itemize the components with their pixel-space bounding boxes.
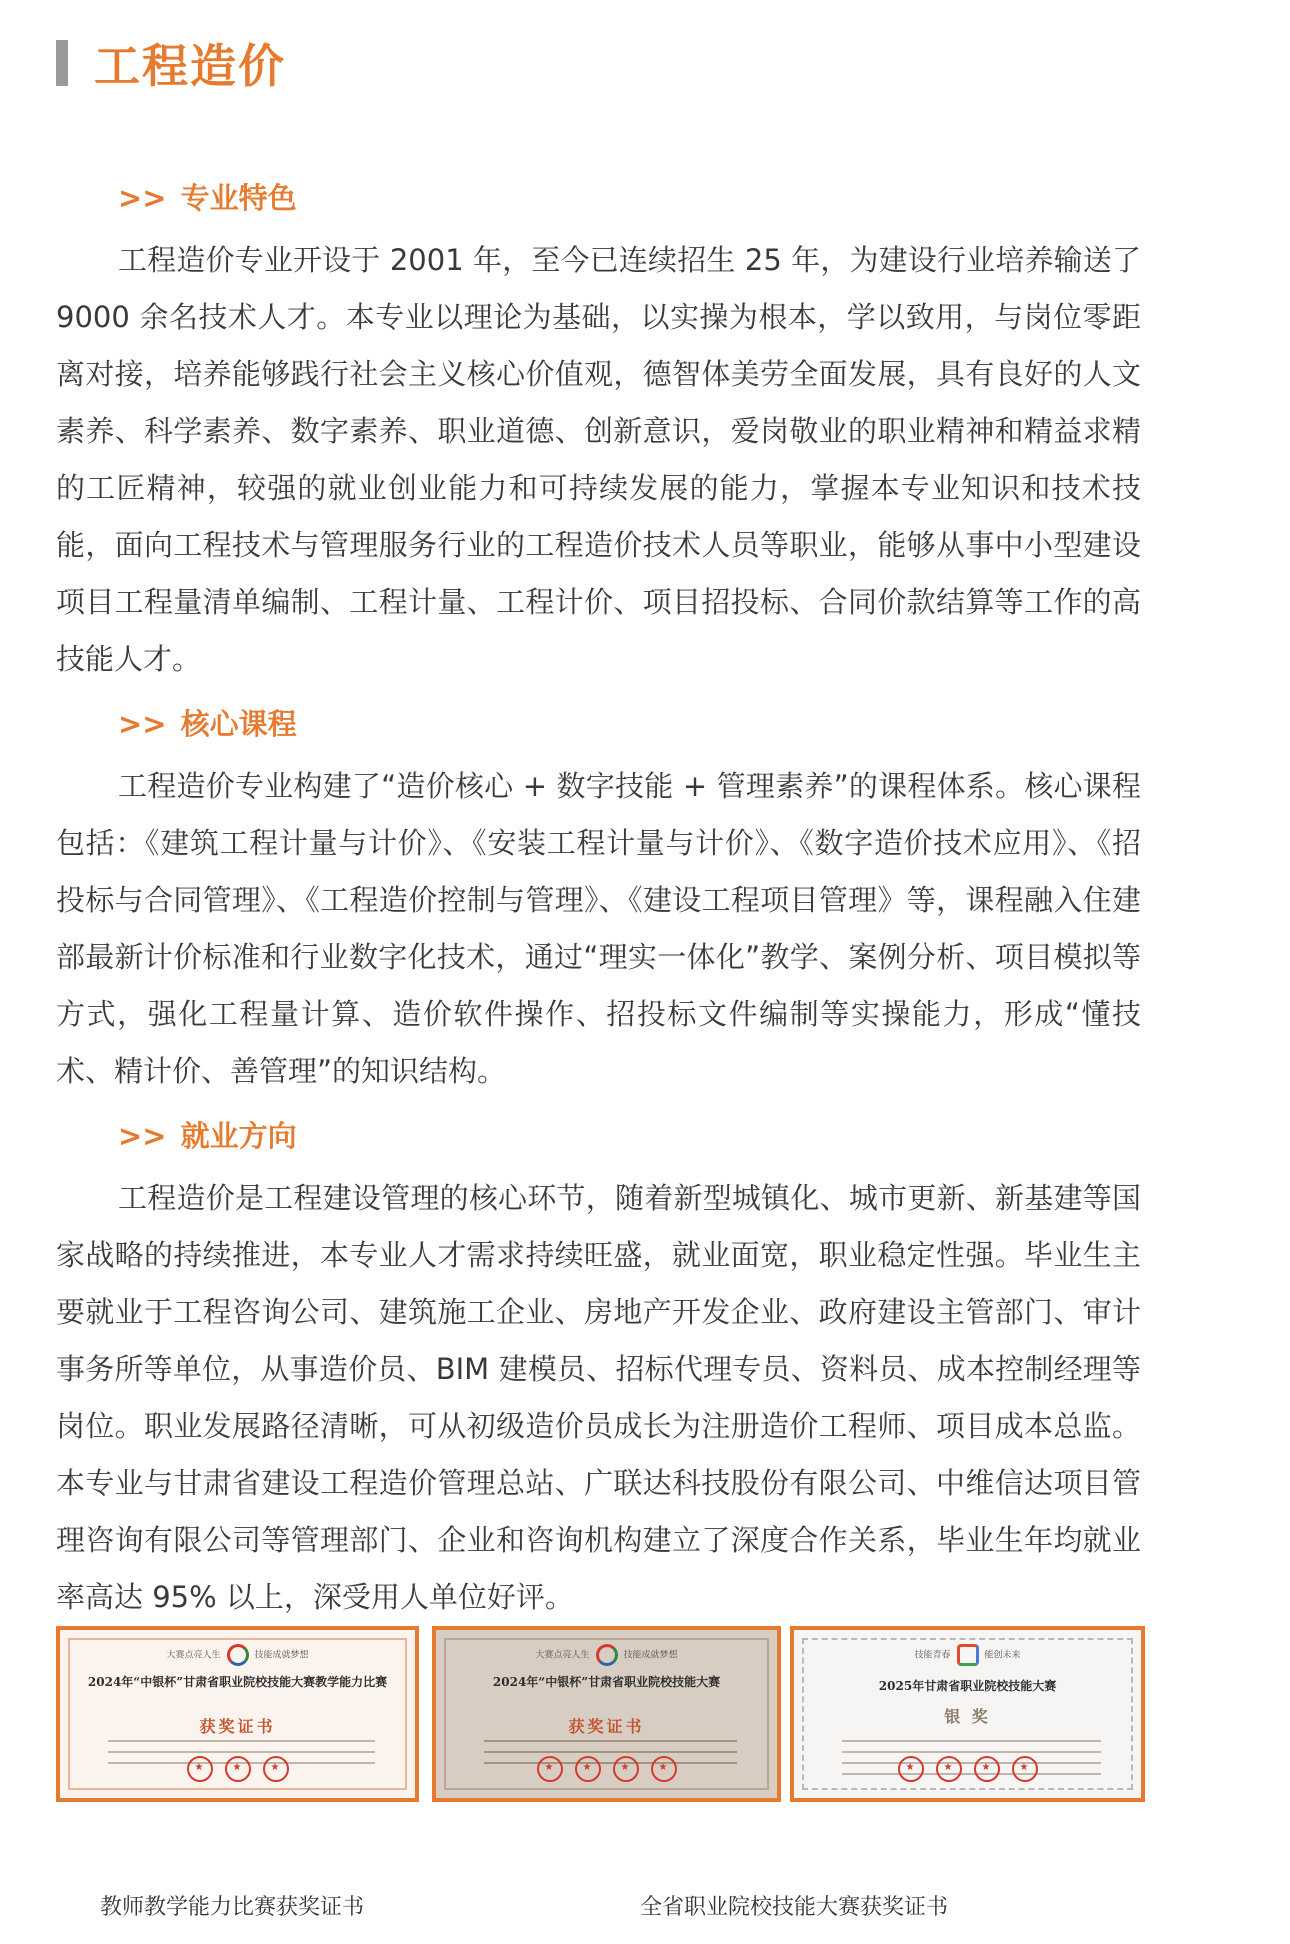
certificate-slogan [60, 1644, 415, 1666]
seal-icon [575, 1756, 601, 1782]
seal-icon [936, 1756, 962, 1782]
section-heading [118, 176, 1141, 220]
section-paragraph: 工程造价是工程建设管理的核心环节，随着新型城镇化、城市更新、新基建等国家战略的持续推进，本专业人才需求持续旺盛，就业面宽，职业稳定性强。毕业生主要就业于工程咨询公司、建筑施工企业、房地产开发企业、政府建设主管部门、审计事务所等单位，从事造价员、BIM 建模员、招标代理专员、资料员、成本控制经理等岗位。职业发展路径清晰，可从初级造价员成长为注册造价工程师、项目成本总监。本专业与甘肃省建设工程造价管理总站、广联达科技股份有限公司、中维信达项目管理咨询有限公司等管理部门、企业和咨询机构建立了深度合作关系，毕业生年均就业率高达 95% 以上，深受用人单位好评。 [56, 1181, 1141, 1614]
certificate-slogan-left: 大赛点亮人生 [166, 1650, 221, 1661]
title-accent-bar [56, 40, 68, 86]
section-heading [118, 702, 1141, 746]
certificate-award: 获奖证书 [199, 1717, 276, 1736]
certificate-award: 银 奖 [944, 1707, 991, 1726]
certificate-gallery [56, 1626, 1146, 1816]
certificate-seals [60, 1756, 415, 1786]
section-paragraph: 工程造价专业开设于 2001 年，至今已连续招生 25 年，为建设行业培养输送了 9000 余名技术人才。本专业以理论为基础，以实操为根本，学以致用，与岗位零距离对接，培养能够践行社会主义核心价值观，德智体美劳全面发展，具有良好的人文素养、科学素养、数字素养、职业道德、创新意识，爱岗敬业的职业精神和精益求精的工匠精神，较强的就业创业能力和可持续发展的能力，掌握本专业知识和技术技能，面向工程技术与管理服务行业的工程造价技术人员等职业，能够从事中小型建设项目工程量清单编制、工程计量、工程计价、项目招投标、合同价款结算等工作的高技能人才。 [56, 243, 1141, 676]
certificate-slogan-left: 大赛点亮人生 [535, 1650, 590, 1661]
section-features [56, 176, 1141, 688]
certificate-slogan [794, 1644, 1141, 1666]
caption-skills-certificate: 全省职业院校技能大赛获奖证书 [640, 1895, 949, 1920]
seal-icon [898, 1756, 924, 1782]
section-paragraph: 工程造价专业构建了“造价核心 + 数字技能 + 管理素养”的课程体系。核心课程包括：《建筑工程计量与计价》、《安装工程计量与计价》、《数字造价技术应用》、《招投标与合同管理》、《工程造价控制与管理》、《建设工程项目管理》等，课程融入住建部最新计价标准和行业数字化技术，通过“理实一体化”教学、案例分析、项目模拟等方式，强化工程量计算、造价软件操作、招投标文件编制等实操能力，形成“懂技术、精计价、善管理”的知识结构。 [56, 769, 1141, 1088]
certificate-award: 获奖证书 [568, 1717, 645, 1736]
double-arrow-icon: >> [118, 707, 167, 741]
section-heading [118, 1114, 1141, 1158]
page-title: 工程造价 [94, 39, 286, 93]
certificate-seals [794, 1756, 1141, 1786]
certificate-seals [436, 1756, 777, 1786]
double-arrow-icon: >> [118, 181, 167, 215]
certificate-slogan [436, 1644, 777, 1666]
section-employment [56, 1114, 1141, 1626]
seal-icon [225, 1756, 251, 1782]
section-heading-text: 核心课程 [180, 707, 297, 741]
section-heading-text: 专业特色 [180, 181, 297, 215]
seal-icon [651, 1756, 677, 1782]
double-arrow-icon: >> [118, 1119, 167, 1153]
certificate-image-teaching [56, 1626, 419, 1802]
certificate-competition-name: 2025年甘肃省职业院校技能大赛 [878, 1679, 1057, 1693]
seal-icon [537, 1756, 563, 1782]
section-core-courses [56, 702, 1141, 1100]
caption-teaching-certificate: 教师教学能力比赛获奖证书 [100, 1895, 365, 1920]
certificate-competition-name: 2024年“中银杯”甘肃省职业院校技能大赛教学能力比赛 [87, 1675, 388, 1689]
competition-logo-icon [227, 1644, 249, 1666]
section-heading-text: 就业方向 [180, 1119, 297, 1153]
certificate-image-skills-2024 [432, 1626, 781, 1802]
certificate-competition-name: 2024年“中银杯”甘肃省职业院校技能大赛 [492, 1675, 721, 1689]
certificate-image-skills-2025 [790, 1626, 1145, 1802]
certificate-slogan-right: 能创未来 [984, 1650, 1021, 1661]
competition-logo-icon [596, 1644, 618, 1666]
seal-icon [187, 1756, 213, 1782]
seal-icon [1012, 1756, 1038, 1782]
seal-icon [263, 1756, 289, 1782]
competition-logo-icon [957, 1644, 979, 1666]
article-body [56, 176, 1141, 1640]
certificate-slogan-right: 技能成就梦想 [254, 1650, 309, 1661]
certificate-slogan-left: 技能青春 [914, 1650, 951, 1661]
seal-icon [974, 1756, 1000, 1782]
certificate-slogan-right: 技能成就梦想 [623, 1650, 678, 1661]
seal-icon [613, 1756, 639, 1782]
